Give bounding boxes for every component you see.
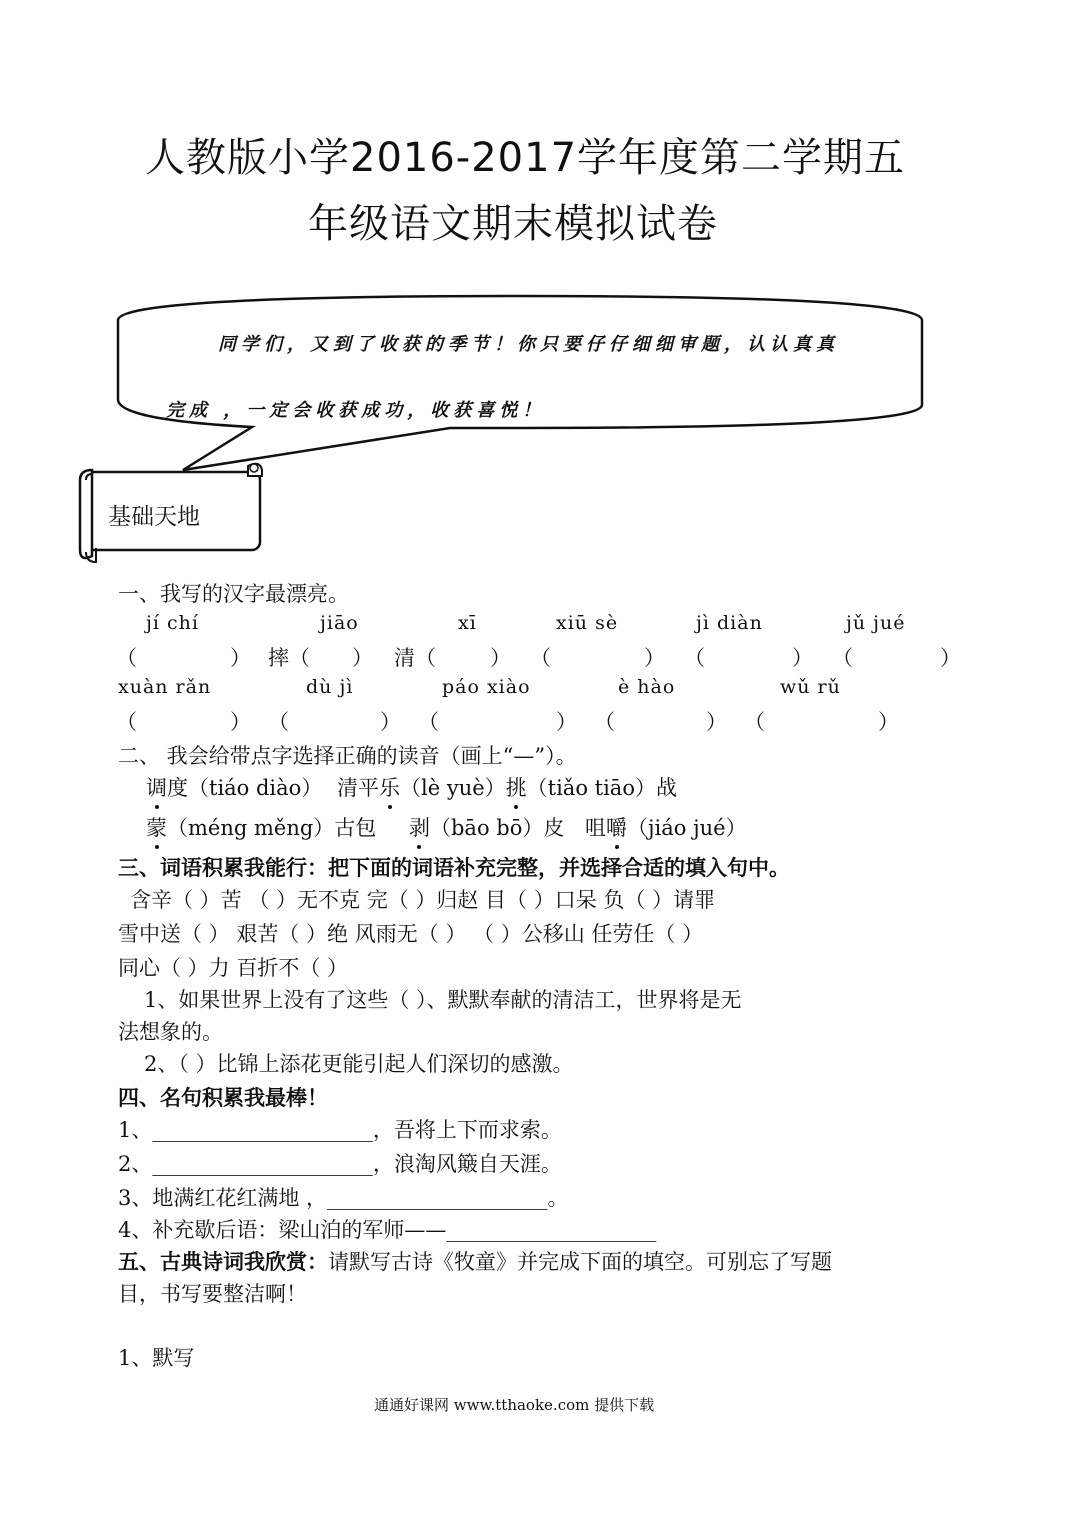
page-title-line1: 人教版小学2016-2017学年度第二学期五 bbox=[145, 135, 906, 181]
q1-pinyin: è hào bbox=[618, 676, 676, 698]
q2-text: 清平 bbox=[337, 776, 380, 800]
q1-blank: ） bbox=[380, 710, 401, 734]
q5-heading-rest: 请默写古诗《牧童》并完成下面的填空。可别忘了写题 bbox=[328, 1250, 832, 1274]
q2-line1 bbox=[146, 772, 677, 802]
q1-pinyin: xiū sè bbox=[556, 612, 619, 634]
q1-blank: ） bbox=[490, 646, 511, 670]
dotted-char: 挑 bbox=[506, 772, 527, 802]
q1-blank: ） bbox=[556, 710, 577, 734]
q1-pinyin: xī bbox=[458, 612, 477, 634]
q1-blank: ） bbox=[230, 710, 251, 734]
q1-blank: （ bbox=[684, 646, 705, 670]
q2-text: （bāo bō）皮 bbox=[429, 816, 565, 840]
q1-pinyin: wǔ rǔ bbox=[780, 676, 841, 698]
dotted-char: 蒙 bbox=[146, 812, 167, 842]
q1-blank: 摔（ bbox=[268, 646, 310, 670]
q1-pinyin: páo xiào bbox=[442, 676, 531, 698]
q2-text: 咀 bbox=[585, 816, 607, 840]
q1-blank: （ bbox=[832, 646, 853, 670]
q3-row2: 雪中送（ ） 艰苦（ ）绝 风雨无（ ） （ ）公移山 任劳任（ ） bbox=[118, 922, 704, 946]
q1-blank: ） bbox=[792, 646, 813, 670]
q1-blank: ） bbox=[230, 646, 251, 670]
q3-row1: 含辛（ ）苦 （ ）无不克 完（ ）归赵 目（ ）口呆 负（ ）请罪 bbox=[130, 888, 716, 912]
bubble-text-line1: 同学们，又到了收获的季节！你只要仔仔细细审题，认认真真 bbox=[218, 334, 839, 355]
q2-text: （méng měng）古包 bbox=[167, 816, 377, 840]
q1-blank: （ bbox=[116, 646, 137, 670]
q1-pinyin: dù jì bbox=[306, 676, 354, 698]
q3-heading: 三、词语积累我能行：把下面的词语补充完整，并选择合适的填入句中。 bbox=[118, 855, 790, 880]
q1-blank: （ bbox=[268, 710, 289, 734]
q4-heading: 四、名句积累我最棒！ bbox=[118, 1085, 328, 1110]
q2-line2 bbox=[146, 812, 747, 842]
q1-pinyin: jiāo bbox=[320, 612, 359, 634]
page-footer: 通通好课网 www.tthaoke.com 提供下载 bbox=[374, 1396, 655, 1414]
q4-line1: 1、_____________________，吾将上下而求索。 bbox=[118, 1118, 562, 1142]
q1-pinyin: jì diàn bbox=[696, 612, 763, 634]
q1-pinyin: jí chí bbox=[146, 612, 199, 634]
dotted-char: 嚼 bbox=[606, 812, 627, 842]
q3-row3: 同心（ ）力 百折不（ ） bbox=[118, 956, 349, 980]
q1-blank: ） bbox=[878, 710, 899, 734]
q1-pinyin: xuàn rǎn bbox=[118, 676, 212, 698]
bubble-text-line2: 完成 ，一定会收获成功，收获喜悦！ bbox=[166, 400, 546, 421]
q5-heading bbox=[118, 1246, 832, 1276]
q3-sentence2: 2、（ ）比锦上添花更能引起人们深切的感激。 bbox=[144, 1052, 574, 1076]
dotted-char: 剥 bbox=[409, 812, 430, 842]
q1-blank: ） bbox=[352, 646, 373, 670]
page-title-line2: 年级语文期末模拟试卷 bbox=[308, 201, 718, 247]
q1-blank: ） bbox=[940, 646, 961, 670]
q1-blank: ） bbox=[706, 710, 727, 734]
q1-blank: （ bbox=[116, 710, 137, 734]
q2-text: （lè yuè） bbox=[400, 776, 506, 800]
section-banner-label: 基础天地 bbox=[108, 504, 200, 530]
q1-heading: 一、我写的汉字最漂亮。 bbox=[118, 582, 349, 606]
q2-heading: 二、 我会给带点字选择正确的读音（画上“—”）。 bbox=[118, 744, 577, 768]
q4-line2: 2、_____________________，浪淘风簸自天涯。 bbox=[118, 1152, 562, 1176]
q5-sub1: 1、默写 bbox=[118, 1346, 195, 1370]
q1-blank: （ bbox=[594, 710, 615, 734]
q2-text: （jiáo jué） bbox=[627, 816, 747, 840]
q5-heading-cont: 目，书写要整洁啊！ bbox=[118, 1282, 307, 1306]
q5-heading-bold: 五、古典诗词我欣赏： bbox=[118, 1249, 328, 1274]
q1-blank: （ bbox=[744, 710, 765, 734]
q1-pinyin: jǔ jué bbox=[846, 612, 906, 634]
q1-blank: （ bbox=[530, 646, 551, 670]
q3-sentence1a: 1、如果世界上没有了这些（ ）、默默奉献的清洁工，世界将是无 bbox=[144, 988, 742, 1012]
dotted-char: 调 bbox=[146, 772, 167, 802]
q2-text: 度（tiáo diào） bbox=[167, 776, 323, 800]
q4-line4: 4、补充歇后语：梁山泊的军师——____________________ bbox=[118, 1218, 657, 1242]
dotted-char: 乐 bbox=[379, 772, 400, 802]
q1-blank: 清（ bbox=[394, 646, 436, 670]
q2-text: （tiǎo tiāo）战 bbox=[526, 776, 677, 800]
q3-sentence1b: 法想象的。 bbox=[118, 1020, 223, 1044]
q1-blank: ） bbox=[644, 646, 665, 670]
q1-blank: （ bbox=[418, 710, 439, 734]
q4-line3: 3、地满红花红满地 ，_____________________。 bbox=[118, 1186, 569, 1210]
